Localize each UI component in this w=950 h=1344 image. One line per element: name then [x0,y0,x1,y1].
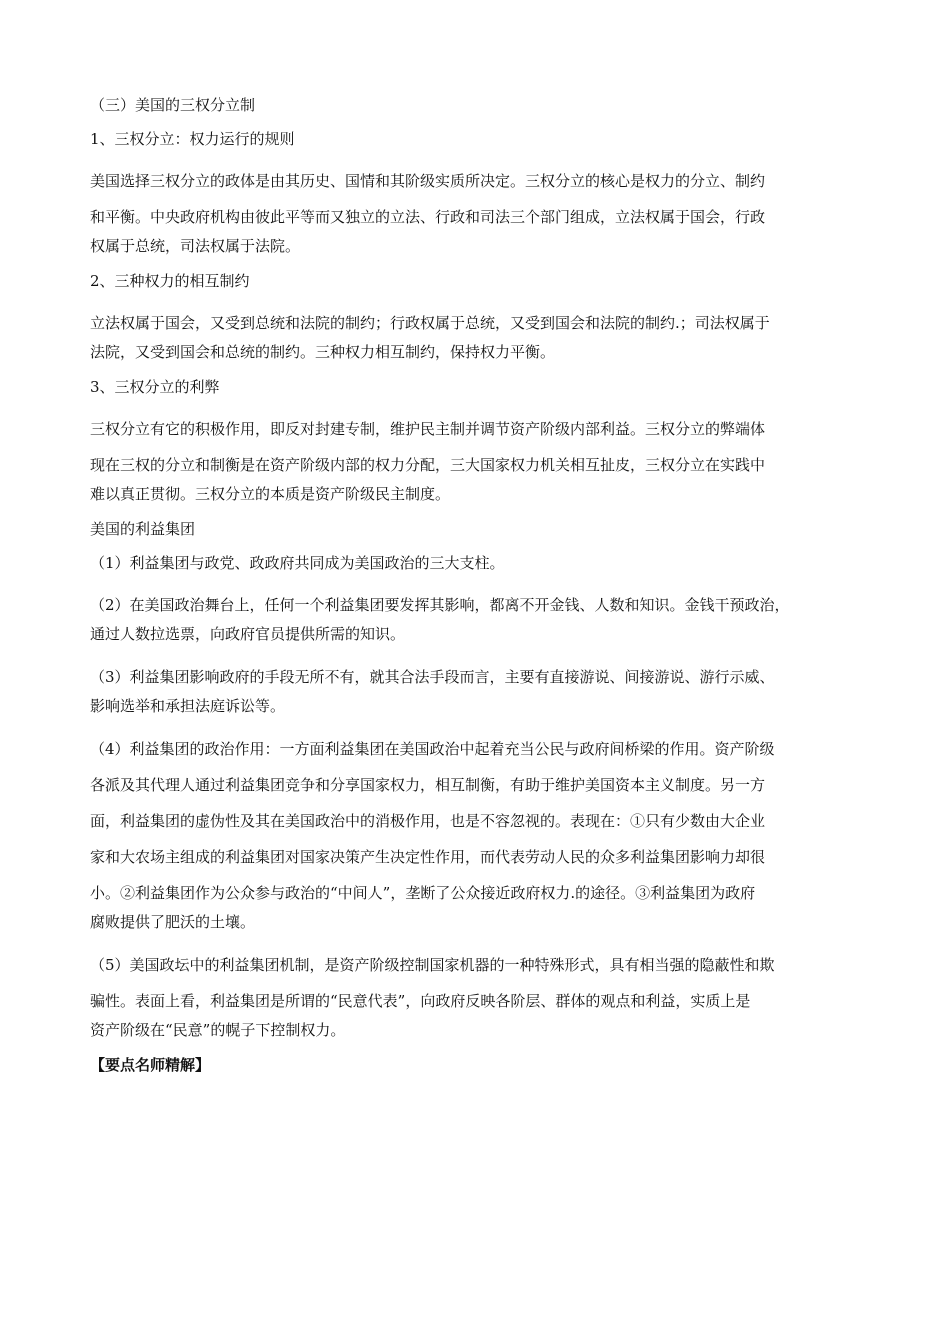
paragraph-line: （2）在美国政治舞台上，任何一个利益集团要发挥其影响，都离不开金钱、人数和知识。金钱干预政治， [90,596,790,614]
paragraph-line: （4）利益集团的政治作用：一方面利益集团在美国政治中起着充当公民与政府间桥梁的作用。资产阶级 [90,740,775,758]
interest-point-1: （1）利益集团与政党、政政府共同成为美国政治的三大支柱。 [90,554,505,572]
paragraph-line: （3）利益集团影响政府的手段无所不有，就其合法手段而言，主要有直接游说、间接游说、游行示威、 [90,668,775,686]
paragraph-line: 法院，又受到国会和总统的制约。三种权力相互制约，保持权力平衡。 [90,343,556,361]
paragraph-line: 面，利益集团的虚伪性及其在美国政治中的消极作用，也是不容忽视的。表现在：①只有少数由大企业 [90,812,766,830]
interest-point-2 [90,587,870,645]
subsection-2-paragraph [90,305,870,363]
subsection-1-paragraph [90,163,870,257]
paragraph-line: 通过人数拉选票，向政府官员提供所需的知识。 [90,625,406,643]
paragraph-line: 三权分立有它的积极作用，即反对封建专制，维护民主制并调节资产阶级内部利益。三权分立的弊端体 [90,420,766,438]
paragraph-line: 权属于总统，司法权属于法院。 [90,237,301,255]
paragraph-line: 骗性。表面上看，利益集团是所谓的“民意代表”，向政府反映各阶层、群体的观点和利益，实质上是 [90,992,751,1010]
subsection-3-paragraph [90,411,870,505]
paragraph-line: 现在三权的分立和制衡是在资产阶级内部的权力分配，三大国家权力机关相互扯皮，三权分立在实践中 [90,456,766,474]
subsection-3-title: 3、三权分立的利弊 [90,378,220,396]
paragraph-line: （5）美国政坛中的利益集团机制，是资产阶级控制国家机器的一种特殊形式，具有相当强的隐蔽性和欺 [90,956,775,974]
section-title: （三）美国的三权分立制 [90,96,256,114]
interest-point-4 [90,731,870,933]
paragraph-line: 家和大农场主组成的利益集团对国家决策产生决定性作用，而代表劳动人民的众多利益集团影响力却很 [90,848,766,866]
paragraph-line: 美国选择三权分立的政体是由其历史、国情和其阶级实质所决定。三权分立的核心是权力的分立、制约 [90,172,766,190]
subsection-2-title: 2、三种权力的相互制约 [90,272,250,290]
key-points-title: 【要点名师精解】 [90,1056,211,1074]
paragraph-line: 和平衡。中央政府机构由彼此平等而又独立的立法、行政和司法三个部门组成，立法权属于国会，行政 [90,208,766,226]
paragraph-line: 立法权属于国会，又受到总统和法院的制约；行政权属于总统，又受到国会和法院的制约.；司法权属于 [90,314,770,332]
paragraph-line: 资产阶级在“民意”的幌子下控制权力。 [90,1021,346,1039]
subsection-1-title: 1、三权分立：权力运行的规则 [90,130,295,148]
paragraph-line: 各派及其代理人通过利益集团竞争和分享国家权力，相互制衡，有助于维护美国资本主义制度。另一方 [90,776,766,794]
paragraph-line: 腐败提供了肥沃的土壤。 [90,913,256,931]
interest-groups-title: 美国的利益集团 [90,520,196,538]
interest-point-5 [90,947,870,1041]
paragraph-line: 影响选举和承担法庭诉讼等。 [90,697,286,715]
paragraph-line: 难以真正贯彻。三权分立的本质是资产阶级民主制度。 [90,485,451,503]
interest-point-3 [90,659,870,717]
paragraph-line: 小。②利益集团作为公众参与政治的“中间人”，垄断了公众接近政府权力.的途径。③利益集团为政府 [90,884,756,902]
document-page [90,95,870,1075]
